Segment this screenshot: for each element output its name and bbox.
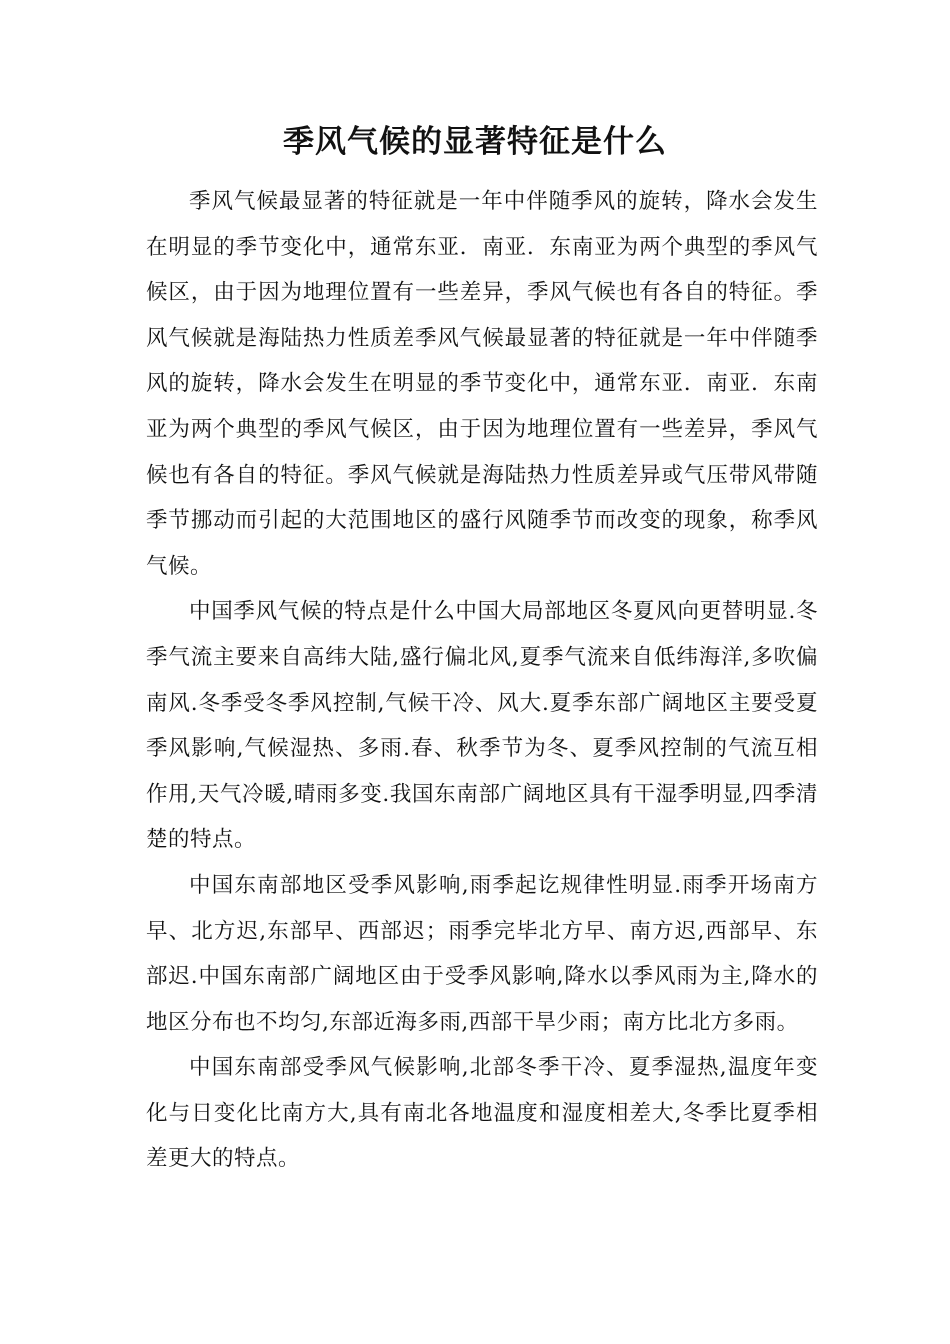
paragraph-1: 季风气候最显著的特征就是一年中伴随季风的旋转，降水会发生在明显的季节变化中，通常东亚．南亚．东南亚为两个典型的季风气候区，由于因为地理位置有一些差异，季风气候也有各自的特征。季风气候就是海陆热力性质差季风气候最显著的特征就是一年中伴随季风的旋转，降水会发生在明显的季节变化中，通常东亚．南亚．东南亚为两个典型的季风气候区，由于因为地理位置有一些差异，季风气候也有各自的特征。季风气候就是海陆热力性质差异或气压带风带随季节挪动而引起的大范围地区的盛行风随季节而改变的现象，称季风气候。 xyxy=(146,189,818,579)
paragraph-3: 中国东南部地区受季风影响,雨季起讫规律性明显.雨季开场南方早、北方迟,东部早、西部迟；雨季完毕北方早、南方迟,西部早、东部迟.中国东南部广阔地区由于受季风影响,降水以季风雨为主,降水的地区分布也不均匀,东部近海多雨,西部干旱少雨；南方比北方多雨。 xyxy=(146,872,818,1035)
paragraph-4: 中国东南部受季风气候影响,北部冬季干冷、夏季湿热,温度年变化与日变化比南方大,具有南北各地温度和湿度相差大,冬季比夏季相差更大的特点。 xyxy=(146,1055,818,1172)
paragraph-2: 中国季风气候的特点是什么中国大局部地区冬夏风向更替明显.冬季气流主要来自高纬大陆,盛行偏北风,夏季气流来自低纬海洋,多吹偏南风.冬季受冬季风控制,气候干冷、风大.夏季东部广阔地区主要受夏季风影响,气候湿热、多雨.春、秋季节为冬、夏季风控制的气流互相作用,天气冷暖,晴雨多变.我国东南部广阔地区具有干湿季明显,四季清楚的特点。 xyxy=(146,599,818,853)
document-body xyxy=(146,179,818,1182)
document-title: 季风气候的显著特征是什么 xyxy=(283,124,667,160)
